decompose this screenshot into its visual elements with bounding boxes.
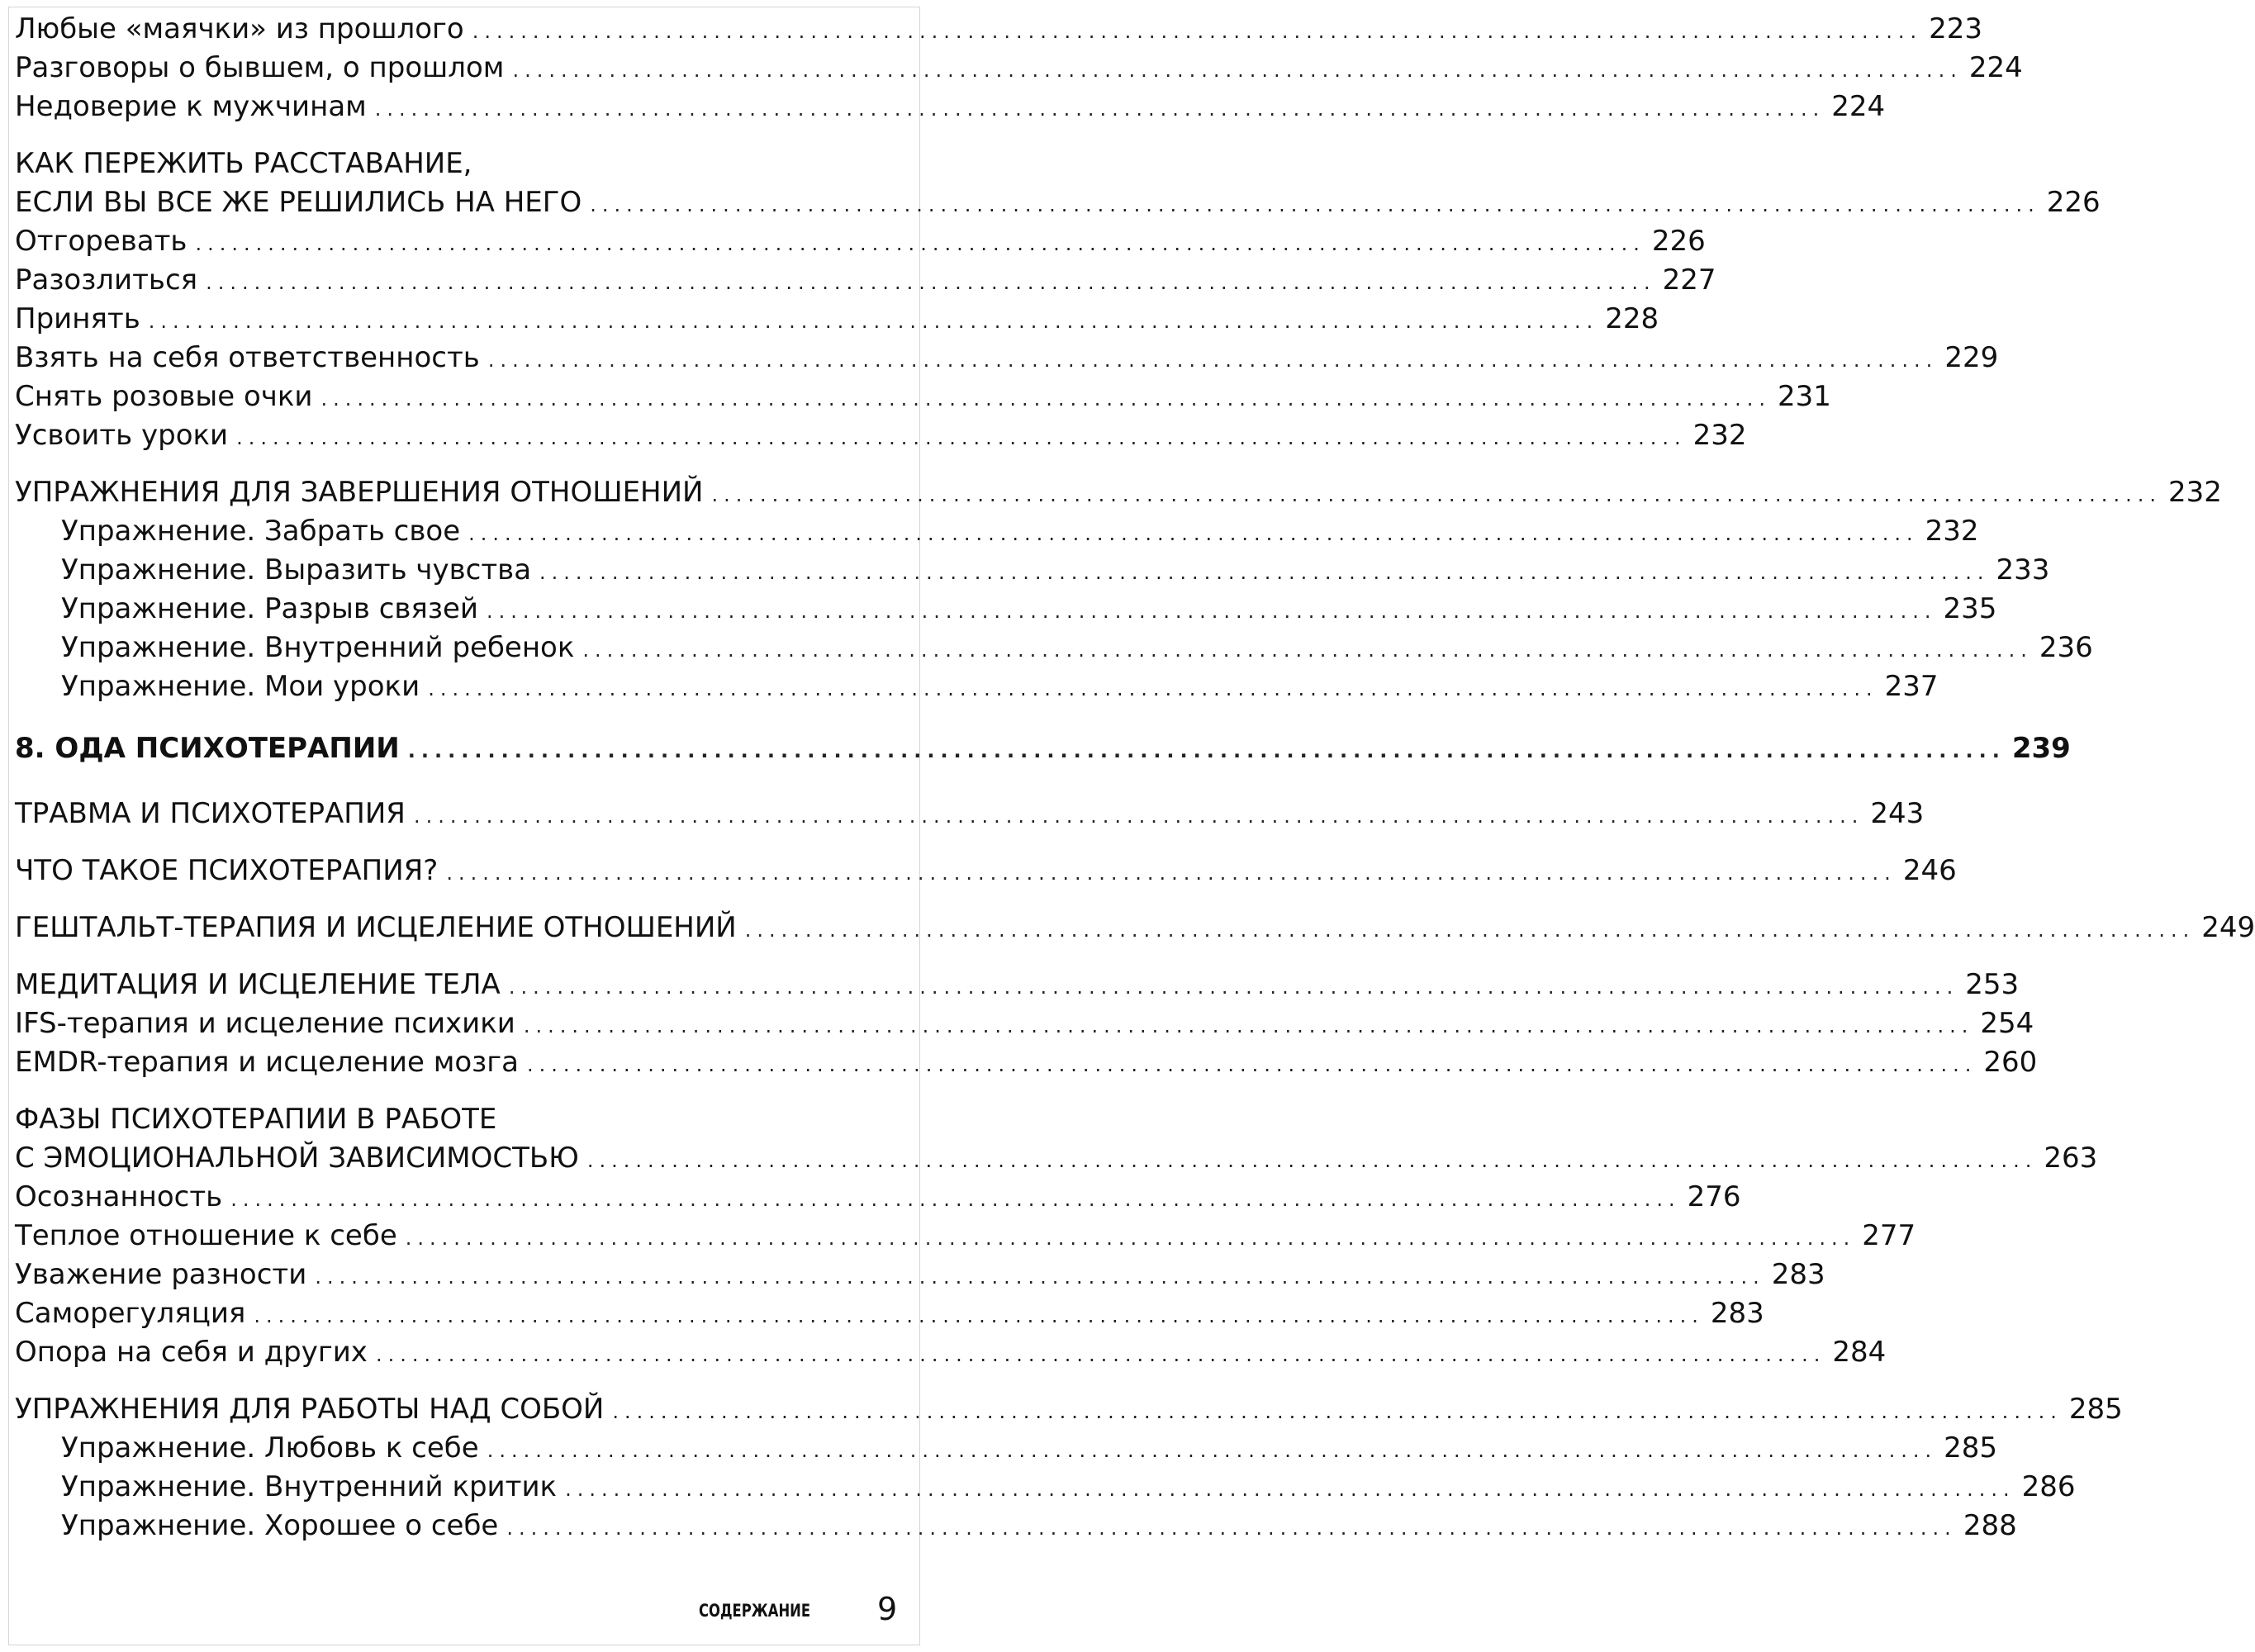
section-heading-line: ФАЗЫ ПСИХОТЕРАПИИ В РАБОТЕ bbox=[15, 1103, 497, 1136]
dot-leader: ........................................................................................................................ bbox=[446, 862, 1897, 885]
toc-entry-page: 224 bbox=[1968, 51, 2023, 84]
section-heading[interactable] bbox=[15, 183, 2101, 222]
section-heading-title: ГЕШТАЛЬТ-ТЕРАПИЯ И ИСЦЕЛЕНИЕ ОТНОШЕНИЙ bbox=[15, 911, 737, 944]
section-heading-title: УПРАЖНЕНИЯ ДЛЯ РАБОТЫ НАД СОБОЙ bbox=[15, 1393, 605, 1426]
toc-entry[interactable] bbox=[15, 222, 1706, 261]
toc-entry[interactable] bbox=[15, 339, 1999, 377]
dot-leader: ........................................................................................................................ bbox=[195, 232, 1645, 255]
toc-entry-title: Недоверие к мужчинам bbox=[15, 90, 367, 123]
toc-entry[interactable] bbox=[15, 1294, 1764, 1333]
toc-entry-page: 226 bbox=[1651, 225, 1706, 258]
toc-subentry[interactable] bbox=[15, 667, 1939, 706]
section-heading-page: 226 bbox=[2046, 186, 2101, 219]
toc-entry[interactable] bbox=[15, 49, 2023, 88]
toc-entry[interactable] bbox=[15, 377, 1831, 416]
page-number: 9 bbox=[877, 1591, 898, 1627]
section-heading-title: УПРАЖНЕНИЯ ДЛЯ ЗАВЕРШЕНИЯ ОТНОШЕНИЙ bbox=[15, 476, 704, 509]
toc-entry-title: Усвоить уроки bbox=[15, 419, 229, 452]
toc-entry-title: Упражнение. Разрыв связей bbox=[61, 592, 478, 625]
table-of-contents bbox=[15, 10, 2255, 1545]
toc-entry-title: Упражнение. Внутренний ребенок bbox=[61, 631, 575, 664]
toc-entry[interactable] bbox=[15, 1333, 1887, 1372]
toc-subentry[interactable] bbox=[15, 1468, 2076, 1507]
toc-entry-page: 286 bbox=[2021, 1470, 2076, 1503]
toc-entry-title: Осознанность bbox=[15, 1180, 223, 1213]
toc-entry-title: Упражнение. Любовь к себе bbox=[61, 1431, 479, 1464]
toc-entry-page: 283 bbox=[1710, 1297, 1764, 1330]
toc-entry[interactable] bbox=[15, 1178, 1741, 1217]
toc-entry-title: Разозлиться bbox=[15, 263, 198, 297]
toc-entry-page: 284 bbox=[1832, 1336, 1887, 1369]
toc-entry[interactable] bbox=[15, 10, 1983, 49]
toc-entry-title: Упражнение. Внутренний критик bbox=[61, 1470, 558, 1503]
dot-leader: ........................................................................................................................ bbox=[375, 1343, 1826, 1366]
toc-entry-page: 232 bbox=[1692, 419, 1747, 452]
toc-entry[interactable] bbox=[15, 1043, 2038, 1082]
dot-leader: ........................................................................................................................ bbox=[744, 919, 2196, 942]
dot-leader: ........................................................................................................................ bbox=[487, 349, 1939, 372]
dot-leader: ........................................................................................................................ bbox=[523, 1014, 1974, 1037]
dot-leader: ........................................................................................................................ bbox=[512, 59, 1963, 82]
toc-entry-page: 277 bbox=[1862, 1219, 1916, 1252]
toc-entry[interactable] bbox=[15, 88, 1886, 126]
dot-leader: ........................................................................................................................ bbox=[612, 1400, 2063, 1423]
toc-entry-title: EMDR-терапия и исцеление мозга bbox=[15, 1046, 519, 1079]
toc-entry-page: 285 bbox=[1944, 1431, 1998, 1464]
toc-subentry[interactable] bbox=[15, 551, 2050, 590]
section-heading-title: ЧТО ТАКОЕ ПСИХОТЕРАПИЯ? bbox=[15, 854, 439, 887]
toc-entry-title: Любые «маячки» из прошлого bbox=[15, 12, 464, 45]
toc-entry-title: Упражнение. Мои уроки bbox=[61, 670, 420, 703]
dot-leader: ........................................................................................................................ bbox=[315, 1265, 1765, 1289]
dot-leader: ........................................................................................................................ bbox=[526, 1053, 1977, 1076]
dot-leader: ........................................................................................................................ bbox=[230, 1188, 1681, 1211]
toc-entry-page: 237 bbox=[1884, 670, 1939, 703]
toc-entry-page: 227 bbox=[1662, 263, 1716, 297]
toc-entry-title: IFS-терапия и исцеление психики bbox=[15, 1007, 515, 1040]
dot-leader: ........................................................................................................................ bbox=[486, 600, 1937, 623]
toc-entry-page: 232 bbox=[1925, 515, 1979, 548]
section-heading-title: С ЭМОЦИОНАЛЬНОЙ ЗАВИСИМОСТЬЮ bbox=[15, 1142, 579, 1175]
running-footer-label: СОДЕРЖАНИЕ bbox=[699, 1601, 811, 1621]
dot-leader: ........................................................................................................................ bbox=[506, 1517, 1957, 1540]
section-heading[interactable] bbox=[15, 1390, 2123, 1429]
toc-entry-title: Разговоры о бывшем, о прошлом bbox=[15, 51, 505, 84]
section-heading[interactable] bbox=[15, 909, 2255, 947]
toc-entry-title: Упражнение. Забрать свое bbox=[61, 515, 461, 548]
toc-entry-title: Упражнение. Хорошее о себе bbox=[61, 1509, 499, 1542]
toc-entry-title: Теплое отношение к себе bbox=[15, 1219, 397, 1252]
toc-entry[interactable] bbox=[15, 300, 1659, 339]
dot-leader: ........................................................................................................................ bbox=[487, 1439, 1938, 1462]
section-heading-page: 285 bbox=[2068, 1393, 2123, 1426]
dot-leader: ........................................................................................................................ bbox=[539, 561, 1990, 584]
toc-entry-page: 233 bbox=[1996, 553, 2050, 586]
chapter-heading[interactable] bbox=[15, 729, 2071, 768]
dot-leader: ........................................................................................................................ bbox=[236, 426, 1687, 449]
section-heading[interactable] bbox=[15, 966, 2020, 1004]
toc-entry[interactable] bbox=[15, 1004, 2034, 1043]
dot-leader: ........................................................................................................................ bbox=[148, 310, 1599, 333]
toc-subentry[interactable] bbox=[15, 629, 2093, 667]
dot-leader: ........................................................................................................................ bbox=[320, 387, 1771, 411]
section-heading-line: КАК ПЕРЕЖИТЬ РАССТАВАНИЕ, bbox=[15, 147, 472, 180]
toc-entry[interactable] bbox=[15, 416, 1747, 455]
toc-entry-page: 276 bbox=[1687, 1180, 1741, 1213]
section-heading-page: 246 bbox=[1902, 854, 1957, 887]
section-heading[interactable] bbox=[15, 852, 1957, 890]
section-heading-page: 249 bbox=[2201, 911, 2255, 944]
section-heading[interactable] bbox=[15, 1139, 2098, 1178]
toc-entry-page: 236 bbox=[2039, 631, 2093, 664]
toc-entry[interactable] bbox=[15, 1217, 1916, 1256]
toc-subentry[interactable] bbox=[15, 1507, 2017, 1545]
toc-entry-page: 229 bbox=[1944, 341, 1999, 374]
section-heading-page: 243 bbox=[1870, 797, 1925, 830]
section-heading-title: ЕСЛИ ВЫ ВСЕ ЖЕ РЕШИЛИСЬ НА НЕГО bbox=[15, 186, 582, 219]
section-heading-title: МЕДИТАЦИЯ И ИСЦЕЛЕНИЕ ТЕЛА bbox=[15, 968, 501, 1001]
toc-entry-title: Саморегуляция bbox=[15, 1297, 246, 1330]
section-heading-page: 232 bbox=[2167, 476, 2222, 509]
dot-leader: ........................................................................................................................ bbox=[586, 1149, 2038, 1172]
section-heading-page: 253 bbox=[1965, 968, 2020, 1001]
chapter-title: 8. ОДА ПСИХОТЕРАПИИ bbox=[15, 732, 400, 765]
dot-leader: ........................................................................................................................ bbox=[405, 1227, 1856, 1250]
toc-subentry[interactable] bbox=[15, 1429, 1998, 1468]
toc-entry-title: Опора на себя и других bbox=[15, 1336, 368, 1369]
dot-leader: ........................................................................................................................ bbox=[206, 271, 1656, 294]
dot-leader: ........................................................................................................................ bbox=[582, 638, 2033, 662]
toc-entry-title: Уважение разности bbox=[15, 1258, 307, 1291]
toc-entry-page: 288 bbox=[1963, 1509, 2017, 1542]
chapter-page: 239 bbox=[2011, 732, 2071, 765]
dot-leader: ........................................................................................................................ bbox=[413, 805, 1864, 828]
dot-leader: ........................................................................................................................ bbox=[711, 483, 2162, 506]
section-heading[interactable] bbox=[15, 473, 2222, 512]
dot-leader: ........................................................................................................................ bbox=[407, 739, 2006, 762]
toc-entry-title: Упражнение. Выразить чувства bbox=[61, 553, 532, 586]
toc-entry-page: 231 bbox=[1777, 380, 1831, 413]
toc-entry[interactable] bbox=[15, 261, 1716, 300]
toc-entry-page: 283 bbox=[1771, 1258, 1825, 1291]
toc-subentry[interactable] bbox=[15, 590, 1997, 629]
dot-leader: ........................................................................................................................ bbox=[590, 193, 2040, 216]
toc-entry-page: 224 bbox=[1831, 90, 1886, 123]
toc-entry-title: Принять bbox=[15, 302, 140, 335]
section-heading-title: ТРАВМА И ПСИХОТЕРАПИЯ bbox=[15, 797, 406, 830]
toc-entry-title: Снять розовые очки bbox=[15, 380, 313, 413]
dot-leader: ........................................................................................................................ bbox=[374, 97, 1825, 121]
dot-leader: ........................................................................................................................ bbox=[468, 522, 1919, 545]
dot-leader: ........................................................................................................................ bbox=[565, 1478, 2015, 1501]
dot-leader: ........................................................................................................................ bbox=[472, 20, 1923, 43]
toc-subentry[interactable] bbox=[15, 512, 1979, 551]
toc-entry[interactable] bbox=[15, 1256, 1825, 1294]
section-heading[interactable] bbox=[15, 795, 1925, 833]
toc-entry-page: 223 bbox=[1929, 12, 1983, 45]
dot-leader: ........................................................................................................................ bbox=[428, 677, 1878, 700]
toc-entry-title: Отгоревать bbox=[15, 225, 188, 258]
dot-leader: ........................................................................................................................ bbox=[254, 1304, 1704, 1327]
toc-entry-page: 254 bbox=[1980, 1007, 2034, 1040]
toc-entry-title: Взять на себя ответственность bbox=[15, 341, 480, 374]
toc-entry-page: 235 bbox=[1943, 592, 1997, 625]
toc-entry-page: 260 bbox=[1983, 1046, 2038, 1079]
toc-entry-page: 228 bbox=[1605, 302, 1659, 335]
dot-leader: ........................................................................................................................ bbox=[508, 976, 1959, 999]
section-heading-page: 263 bbox=[2044, 1142, 2098, 1175]
